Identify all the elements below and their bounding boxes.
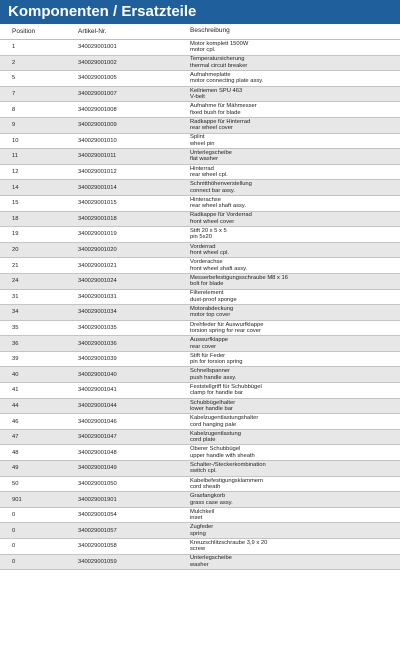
table-row [0,477,400,493]
position-cell: 901 [12,496,22,503]
article-number-cell: 340029001044 [78,402,117,409]
article-number-cell: 340029001001 [78,44,117,51]
description-english: spring [190,530,206,537]
description-english: screw [190,546,206,553]
description-cell [190,197,400,210]
article-number-cell: 340029001021 [78,262,117,269]
description-german: Radkappe für Vorderrad [190,212,252,219]
description-english: motor connecting plate assy. [190,78,264,85]
article-number-cell: 340029001035 [78,324,117,331]
table-row [0,336,400,352]
table-row [0,56,400,72]
description-german: Kabelzugentlastung [190,430,241,437]
description-english: motor cpl. [190,47,216,54]
description-english: lower handle bar [190,405,233,412]
table-header [0,24,400,40]
position-cell: 12 [12,169,19,176]
description-german: Vorderrad [190,243,216,250]
description-german: Zugfeder [190,524,214,531]
position-cell: 8 [12,106,16,113]
table-row [0,445,400,461]
description-german: Motorabdeckung [190,305,234,312]
table-row [0,212,400,228]
description-german: Drehfeder für Auswurfklappe [190,321,264,328]
description-german: Motor komplett 1500W [190,40,249,47]
description-cell [190,462,400,475]
position-cell: 47 [12,434,19,441]
table-row [0,196,400,212]
article-number-cell: 340029001014 [78,184,117,191]
table-row [0,290,400,306]
article-number-cell: 340029001011 [78,153,117,160]
article-number-cell: 340029001054 [78,512,117,519]
description-cell [190,493,400,506]
position-cell: 31 [12,293,19,300]
description-german: Unterlegscheibe [190,150,232,157]
description-cell [190,181,400,194]
article-number-cell: 340029001008 [78,106,117,113]
article-number-cell: 340029001015 [78,200,117,207]
position-cell: 19 [12,231,19,238]
description-english: clamp for handle bar [190,390,243,397]
table-row [0,71,400,87]
page-title: Komponenten / Ersatzteile [8,3,197,20]
description-cell [190,337,400,350]
table-row [0,461,400,477]
description-cell [190,322,400,335]
description-cell [190,275,400,288]
description-german: Vorderachse [190,259,223,266]
description-english: cord sheath [190,483,221,490]
table-row [0,180,400,196]
description-german: Mulchkeil [190,508,215,515]
description-english: connect bar assy. [190,187,236,194]
article-number-cell: 340029001048 [78,449,117,456]
description-english: front wheel cover [190,218,235,225]
description-english: pin 5x20 [190,234,212,241]
description-german: Aufnahmeplatte [190,72,231,79]
position-cell: 0 [12,558,16,565]
description-german: Splint [190,134,205,141]
description-cell [190,259,400,272]
description-english: grass case assy. [190,499,233,506]
position-cell: 5 [12,75,16,82]
description-cell [190,509,400,522]
position-column-header: Position [12,28,36,35]
article-number-cell: 340029001047 [78,434,117,441]
article-number-cell: 340029001041 [78,387,117,394]
description-english: V-belt [190,94,205,101]
description-cell [190,290,400,303]
page-title-bar [0,0,400,24]
position-cell: 7 [12,91,16,98]
article-number-cell: 340029001057 [78,527,117,534]
position-cell: 49 [12,465,19,472]
position-cell: 41 [12,387,19,394]
article-number-cell: 340029001019 [78,231,117,238]
description-german: Filterelement [190,290,224,297]
table-row [0,508,400,524]
position-cell: 39 [12,356,19,363]
position-cell: 9 [12,122,16,129]
description-english: rear wheel cover [190,125,233,132]
description-cell [190,134,400,147]
position-cell: 0 [12,527,16,534]
article-number-cell: 340029001012 [78,169,117,176]
article-number-cell: 340029001009 [78,122,117,129]
description-cell [190,244,400,257]
table-row [0,40,400,56]
table-row [0,383,400,399]
table-row [0,367,400,383]
table-row [0,305,400,321]
table-row [0,492,400,508]
description-cell [190,431,400,444]
position-cell: 0 [12,512,16,519]
description-english: front wheel cpl. [190,250,229,257]
description-german: Aufnahme für Mähmesser [190,103,257,110]
article-number-cell: 340029001031 [78,293,117,300]
article-number-cell: 340029001036 [78,340,117,347]
article-number-cell: 340029001901 [78,496,117,503]
table-row [0,102,400,118]
table-row [0,118,400,134]
description-english: bolt for blade [190,281,224,288]
description-german: Feststellgriff für Schubbügel [190,383,262,390]
description-cell [190,540,400,553]
table-row [0,539,400,555]
description-german: Grasfangkorb [190,493,226,500]
description-cell [190,524,400,537]
article-number-cell: 340029001058 [78,543,117,550]
position-cell: 10 [12,137,19,144]
description-english: upper handle with sheath [190,452,255,459]
description-english: motor top cover [190,312,231,319]
article-number-cell: 340029001049 [78,465,117,472]
position-cell: 34 [12,309,19,316]
article-number-cell: 340029001002 [78,59,117,66]
table-row [0,523,400,539]
table-row [0,399,400,415]
description-cell [190,88,400,101]
table-row [0,165,400,181]
article-number-cell: 340029001020 [78,247,117,254]
table-row [0,227,400,243]
description-english: rear cover [190,343,217,350]
description-german: Keilriemen SPU 463 [190,87,243,94]
table-row [0,87,400,103]
description-german: Oberer Schubbügel [190,446,241,453]
article-number-cell: 340029001010 [78,137,117,144]
description-cell [190,478,400,491]
description-german: Schalter-/Steckerkombination [190,461,266,468]
article-number-cell: 340029001059 [78,558,117,565]
description-english: washer [190,561,209,568]
position-cell: 46 [12,418,19,425]
article-number-cell: 340029001050 [78,480,117,487]
description-cell [190,166,400,179]
position-cell: 50 [12,480,19,487]
description-english: inset [190,515,203,522]
table-row [0,414,400,430]
description-english: wheel pin [190,140,215,147]
article-number-cell: 340029001040 [78,371,117,378]
parts-table [0,40,400,570]
position-cell: 48 [12,449,19,456]
description-english: switch cpl. [190,468,217,475]
description-english: flat washer [190,156,219,163]
description-cell [190,446,400,459]
description-english: push handle assy. [190,374,237,381]
position-cell: 36 [12,340,19,347]
table-row [0,321,400,337]
table-row [0,134,400,150]
article-number-cell: 340029001046 [78,418,117,425]
position-cell: 44 [12,402,19,409]
description-english: pin for torsion spring [190,359,243,366]
article-number-cell: 340029001039 [78,356,117,363]
description-cell [190,368,400,381]
description-cell [190,212,400,225]
description-cell [190,150,400,163]
article-number-cell: 340029001005 [78,75,117,82]
description-cell [190,555,400,568]
position-cell: 40 [12,371,19,378]
article-number-cell: 340029001024 [78,278,117,285]
article-column-header: Artikel-Nr. [78,28,107,35]
description-german: Kabelbefestigungsklammern [190,477,264,484]
description-german: Schubbügelhalter [190,399,236,406]
description-cell [190,353,400,366]
description-german: Hinterrad [190,165,214,172]
position-cell: 18 [12,215,19,222]
position-cell: 1 [12,44,16,51]
description-english: dust-proof sponge [190,296,237,303]
description-german: Kabelzugentlastungshalter [190,415,259,422]
description-german: Hinterachse [190,196,221,203]
description-german: Schnellspanner [190,368,230,375]
description-english: rear wheel cpl. [190,172,228,179]
description-cell [190,400,400,413]
description-english: cord hanging pale [190,421,237,428]
description-cell [190,103,400,116]
position-cell: 14 [12,184,19,191]
description-cell [190,415,400,428]
description-german: Stift 20 x 5 x 5 [190,228,227,235]
position-cell: 0 [12,543,16,550]
description-german: Messerbefestigungsschraube M8 x 16 [190,274,288,281]
description-german: Stift für Feder [190,352,226,359]
description-german: Unterlegscheibe [190,555,232,562]
description-german: Auswurfklappe [190,337,229,344]
table-row [0,149,400,165]
description-german: Kreuzschlitzschraube 3,9 x 20 [190,539,268,546]
description-german: Temperatursicherung [190,56,245,63]
description-english: rear wheel shaft assy. [190,203,246,210]
description-english: front wheel shaft assy. [190,265,248,272]
description-column-header: Beschreibung [190,27,230,35]
description-cell [190,306,400,319]
description-english: fixed bush for blade [190,109,241,116]
position-cell: 11 [12,153,19,160]
description-cell [190,228,400,241]
position-cell: 20 [12,247,19,254]
table-row [0,243,400,259]
description-cell [190,41,400,54]
position-cell: 15 [12,200,19,207]
position-cell: 21 [12,262,19,269]
article-number-cell: 340029001007 [78,91,117,98]
article-number-cell: 340029001034 [78,309,117,316]
description-cell [190,72,400,85]
description-german: Radkappe für Hinterrad [190,118,251,125]
position-cell: 2 [12,59,16,66]
description-english: thermal circuit breaker [190,62,248,69]
description-english: torsion spring for rear cover [190,327,261,334]
position-cell: 35 [12,324,19,331]
description-german: Schnitthöhenverstellung [190,181,252,188]
description-cell [190,119,400,132]
description-english: cord plate [190,437,216,444]
description-cell [190,56,400,69]
table-row [0,352,400,368]
table-row [0,274,400,290]
description-cell [190,384,400,397]
position-cell: 24 [12,278,19,285]
table-row [0,430,400,446]
article-number-cell: 340029001018 [78,215,117,222]
table-row [0,258,400,274]
table-row [0,555,400,571]
